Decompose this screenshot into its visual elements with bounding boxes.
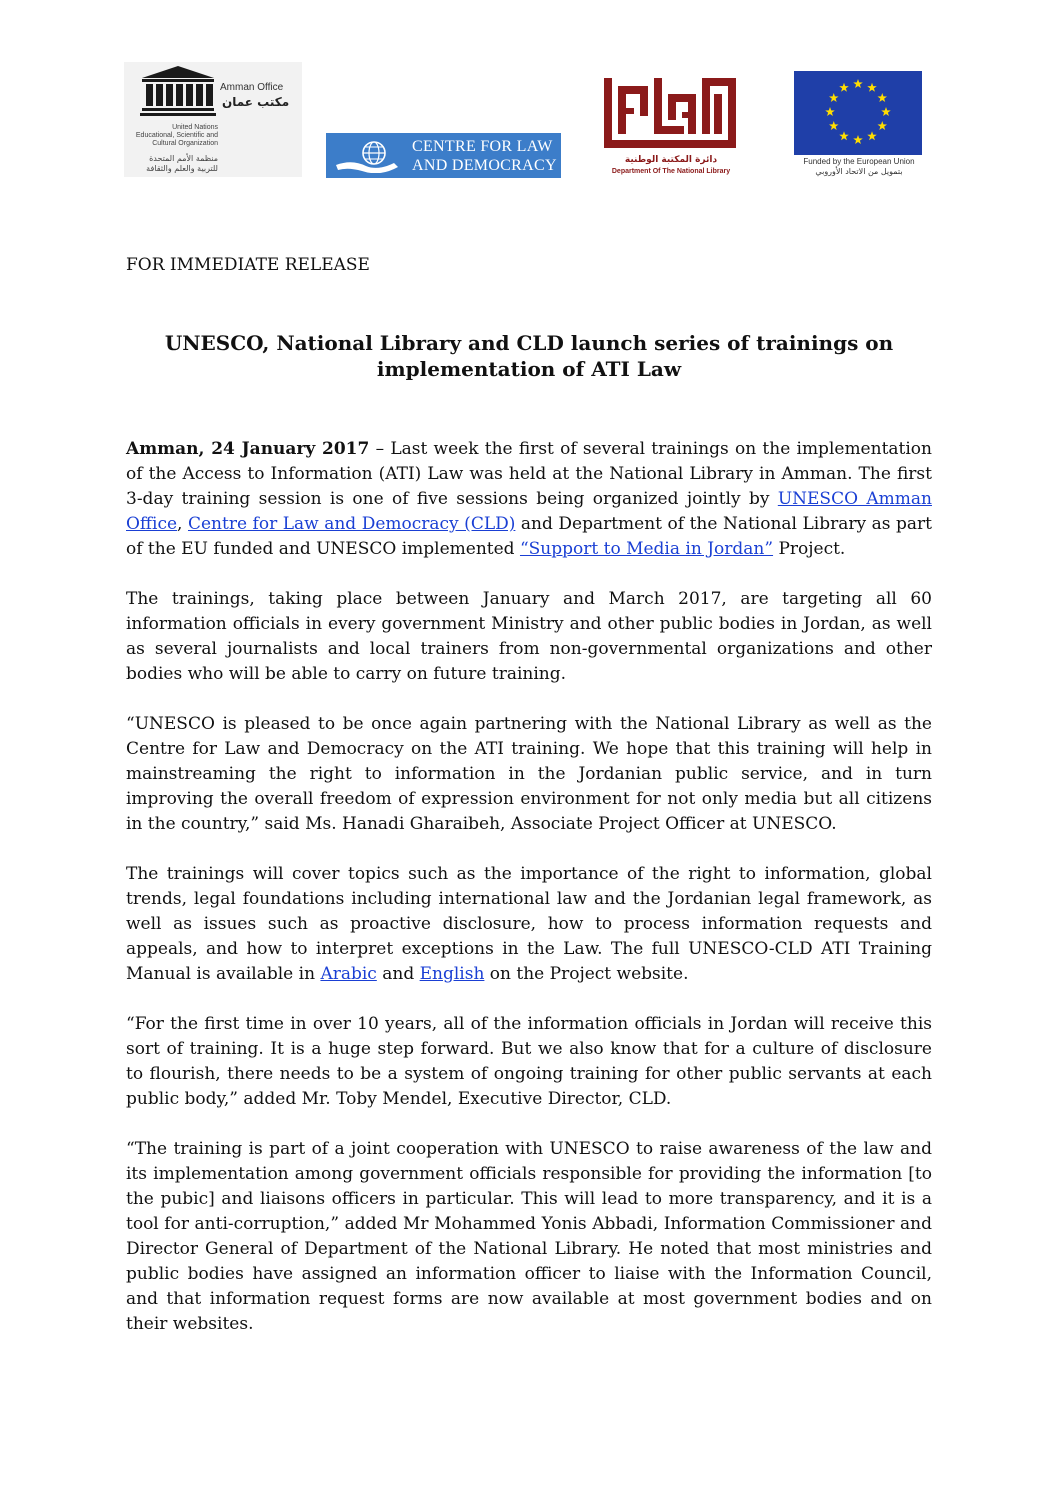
national-library-name-arabic: دائرة المكتبة الوطنية	[624, 155, 718, 165]
eu-logo	[794, 71, 924, 179]
unesco-logo	[124, 62, 302, 177]
unesco-office-label-arabic: مكتب عمان	[222, 95, 290, 109]
eu-star-icon	[839, 131, 849, 140]
unesco-office-label: Amman Office	[220, 82, 284, 93]
national-library-emblem-icon	[598, 76, 744, 154]
paragraph-intro: Amman, 24 January 2017 – Last week the first of several trainings on the implementation of the Access to Information (ATI) Law was held at the National Library in Amman. The first 3-day training session is one of five sessions being organized jointly by UNESCO Amman Office, Centre for Law and Democracy (CLD) and Department of the National Library as part of the EU funded and UNESCO implemented “Support to Media in Jordan” Project.	[126, 439, 932, 559]
national-library-logo	[598, 76, 744, 179]
header-logos	[0, 0, 1058, 200]
eu-star-icon	[839, 83, 849, 92]
press-release-title: UNESCO, National Library and CLD launch series of trainings on implementation of ATI Law	[164, 331, 894, 381]
unesco-org-name: United Nations Educational, Scientific and Cultural Organization	[135, 124, 218, 147]
eu-star-icon	[877, 121, 887, 130]
eu-flag-icon	[794, 71, 922, 155]
eu-star-icon	[825, 107, 835, 116]
eu-star-icon	[853, 79, 863, 88]
paragraph-cld-quote: “For the first time in over 10 years, all of the information officials in Jordan will receive this sort of training. It is a huge step forward. But we also know that for a culture of disclosure to flourish, there needs to be a system of ongoing training for other public servants at each public body,” added Mr. Toby Mendel, Executive Director, CLD.	[126, 1014, 932, 1109]
globe-hand-icon	[332, 139, 404, 173]
dateline: Amman, 24 January 2017	[126, 439, 370, 459]
eu-star-icon	[829, 93, 839, 102]
eu-funding-caption: Funded by the European Union	[803, 157, 915, 166]
cld-logo	[326, 133, 561, 178]
release-label: FOR IMMEDIATE RELEASE	[126, 255, 370, 275]
cld-logo-text: CENTRE FOR LAW AND DEMOCRACY	[412, 138, 557, 174]
unesco-amman-office-link[interactable]: UNESCO Amman Office	[126, 489, 932, 534]
paragraph-library-quote: “The training is part of a joint cooperation with UNESCO to raise awareness of the law and its implementation among government officials responsible for providing the information [to the pubic] and liaisons officers in particular. This will lead to more transparency, and it is a tool for anti-corruption,” added Mr Mohammed Yonis Abbadi, Information Commissioner and Director General of Department of the National Library. He noted that most ministries and public bodies have assigned an information officer to liaise with the Information Council, and that information request forms are now available at most government bodies and on their websites.	[126, 1139, 932, 1334]
eu-star-icon	[829, 121, 839, 130]
english-manual-link[interactable]: English	[419, 964, 485, 984]
unesco-temple-icon	[124, 62, 220, 124]
unesco-org-name-arabic: منظمة الأمم المتحدة للتربية والعلم والثقافة	[146, 154, 218, 173]
eu-star-icon	[877, 93, 887, 102]
national-library-name: Department Of The National Library	[611, 168, 731, 175]
paragraph-unesco-quote: “UNESCO is pleased to be once again partnering with the National Library as well as the Centre for Law and Democracy on the ATI training. We hope that this training will help in mainstreaming the right to information in the Jordanian public service, and in turn improving the overall freedom of expression environment for not only media but all citizens in the country,” said Ms. Hanadi Gharaibeh, Associate Project Officer at UNESCO.	[126, 714, 932, 834]
eu-star-icon	[881, 107, 891, 116]
paragraph-trainings: The trainings, taking place between January and March 2017, are targeting all 60 information officials in every government Ministry and other public bodies in Jordan, as well as several journalists and local trainers from non-governmental organizations and other bodies who will be able to carry on future training.	[126, 589, 932, 684]
cld-link[interactable]: Centre for Law and Democracy (CLD)	[187, 514, 516, 534]
eu-star-icon	[867, 131, 877, 140]
press-release-body	[126, 437, 932, 1362]
paragraph-topics: The trainings will cover topics such as the importance of the right to information, global trends, legal foundations including international law and the Jordanian legal framework, as well as issues such as proactive disclosure, how to process information requests and appeals, and how to interpret exceptions in the Law. The full UNESCO-CLD ATI Training Manual is available in Arabic and English on the Project website.	[126, 864, 932, 984]
eu-funding-caption-arabic: بتمويل من الاتحاد الأوروبي	[815, 167, 903, 176]
support-to-media-link[interactable]: “Support to Media in Jordan”	[519, 539, 774, 559]
eu-star-icon	[853, 135, 863, 144]
eu-star-icon	[867, 83, 877, 92]
arabic-manual-link[interactable]: Arabic	[320, 964, 377, 984]
